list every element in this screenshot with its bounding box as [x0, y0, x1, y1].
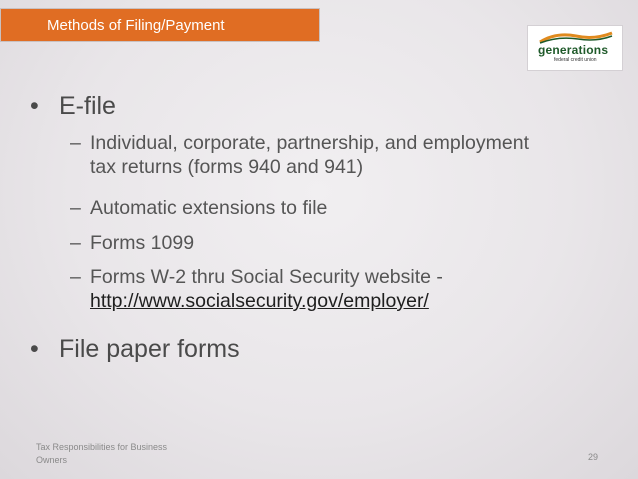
social-security-link[interactable]: http://www.socialsecurity.gov/employer/ — [90, 290, 429, 312]
bullet-text: E-file — [59, 92, 116, 120]
slide-title: Methods of Filing/Payment — [47, 16, 225, 34]
logo — [527, 25, 623, 71]
subitem-extensions — [70, 196, 560, 220]
subitem-text: Forms 1099 — [90, 232, 195, 254]
bullet-paper-forms — [30, 335, 240, 364]
subitem-text: Forms W-2 thru Social Security website - — [90, 266, 443, 288]
subitem-1099 — [70, 231, 560, 255]
logo-swoosh-icon — [536, 30, 616, 44]
logo-subtitle: federal credit union — [554, 57, 597, 63]
logo-wordmark: generations — [538, 43, 609, 57]
page-number: 29 — [588, 452, 599, 462]
bullet-text: File paper forms — [59, 335, 240, 363]
subitem-text: Individual, corporate, partnership, and employment tax returns (forms 940 and 941) — [90, 132, 529, 178]
bullet-marker: • — [30, 92, 39, 120]
subitem-returns — [70, 131, 560, 179]
footer-text: Tax Responsibilities for Business Owners — [36, 442, 168, 465]
dash-marker: – — [70, 232, 81, 254]
subitem-text-wrap — [90, 265, 560, 313]
bullet-efile — [30, 92, 116, 121]
subitem-w2 — [70, 265, 560, 313]
dash-marker: – — [70, 132, 81, 154]
bullet-marker: • — [30, 335, 39, 363]
subitem-text: Automatic extensions to file — [90, 197, 328, 219]
title-bar — [0, 8, 320, 42]
dash-marker: – — [70, 266, 81, 288]
dash-marker: – — [70, 197, 81, 219]
